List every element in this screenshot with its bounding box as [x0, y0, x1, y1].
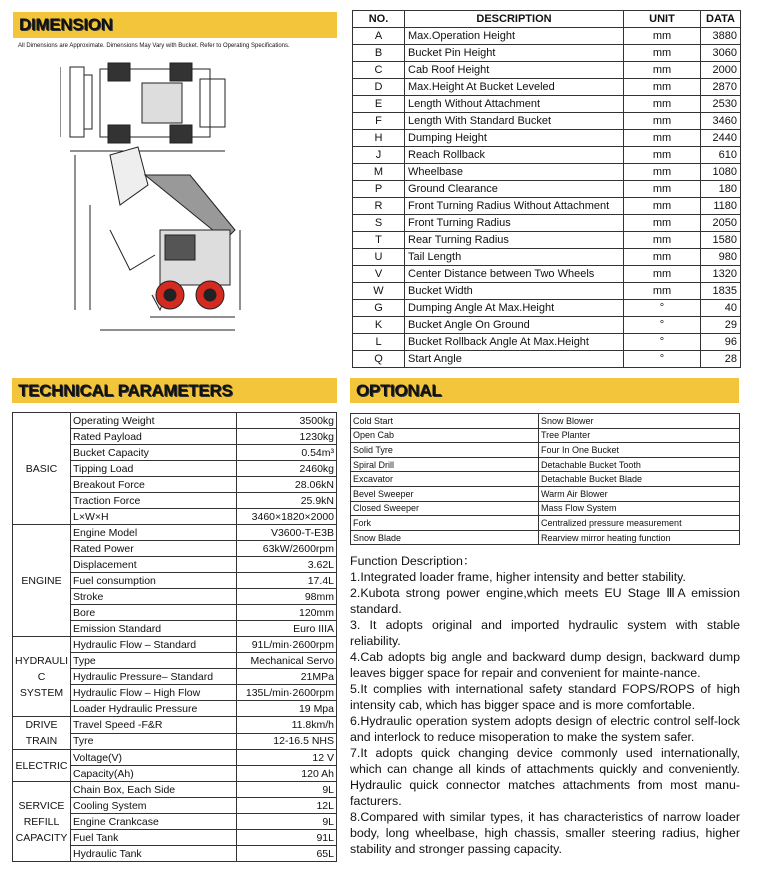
- optional-item: Four In One Bucket: [539, 443, 740, 458]
- parameter-value: 17.4L: [237, 573, 337, 589]
- table-row: [13, 782, 337, 798]
- row-data: 980: [701, 249, 741, 266]
- function-item: 2.Kubota strong power engine,which meets EU Stage ⅢA emission standard.: [350, 586, 740, 616]
- optional-item: Tree Planter: [539, 428, 740, 443]
- parameter-value: 0.54m³: [237, 445, 337, 461]
- table-row: [351, 530, 740, 545]
- row-unit: mm: [624, 164, 701, 181]
- row-no: J: [353, 147, 405, 164]
- table-row: [353, 79, 741, 96]
- row-description: Bucket Width: [405, 283, 624, 300]
- row-description: Ground Clearance: [405, 181, 624, 198]
- parameter-name: Engine Crankcase: [71, 814, 237, 830]
- dimension-note: All Dimensions are Approximate. Dimensions May Vary with Bucket. Refer to Operating Specifications.: [18, 43, 290, 49]
- row-data: 40: [701, 300, 741, 317]
- row-no: M: [353, 164, 405, 181]
- function-item: 6.Hydraulic operation system adopts design of electric control self-lock and interlock to reduce misoperation to make the system safer.: [350, 714, 740, 744]
- parameter-value: 21MPa: [237, 669, 337, 685]
- parameter-value: 1230kg: [237, 429, 337, 445]
- row-no: S: [353, 215, 405, 232]
- parameter-name: Operating Weight: [71, 413, 237, 429]
- function-item: 8.Compared with similar types, it has characteristics of narrow loader body, long wheelbase, high chassis, smaller steering radius, higher stability and stronger passing capacity.: [350, 810, 740, 856]
- optional-item: Snow Blade: [351, 530, 539, 545]
- table-row: [353, 317, 741, 334]
- row-data: 2000: [701, 62, 741, 79]
- parameter-name: Type: [71, 653, 237, 669]
- optional-table: [350, 413, 740, 545]
- row-no: R: [353, 198, 405, 215]
- parameter-name: Emission Standard: [71, 621, 237, 637]
- parameter-name: Bucket Capacity: [71, 445, 237, 461]
- parameter-name: Tipping Load: [71, 461, 237, 477]
- dimension-table: [352, 10, 741, 368]
- row-description: Bucket Angle On Ground: [405, 317, 624, 334]
- row-description: Max.Height At Bucket Leveled: [405, 79, 624, 96]
- parameter-value: Mechanical Servo: [237, 653, 337, 669]
- row-description: Front Turning Radius: [405, 215, 624, 232]
- top-view-drawing: [60, 63, 225, 151]
- technical-parameters-table: [12, 412, 337, 862]
- row-no: A: [353, 28, 405, 45]
- table-row: [353, 181, 741, 198]
- parameter-name: Capacity(Ah): [71, 766, 237, 782]
- table-row: [13, 637, 337, 653]
- parameter-name: Traction Force: [71, 493, 237, 509]
- table-row: [351, 414, 740, 429]
- table-row: [353, 198, 741, 215]
- optional-item: Closed Sweeper: [351, 501, 539, 516]
- row-unit: mm: [624, 232, 701, 249]
- category-cell: DRIVE TRAIN: [13, 717, 71, 750]
- table-row: [353, 147, 741, 164]
- optional-item: Centralized pressure measurement: [539, 516, 740, 531]
- row-no: U: [353, 249, 405, 266]
- row-data: 180: [701, 181, 741, 198]
- category-cell: SERVICE REFILL CAPACITY: [13, 782, 71, 862]
- parameter-name: Loader Hydraulic Pressure: [71, 701, 237, 717]
- parameter-name: Hydraulic Flow – Standard: [71, 637, 237, 653]
- table-row: [353, 62, 741, 79]
- row-description: Length Without Attachment: [405, 96, 624, 113]
- function-item: 3. It adopts original and imported hydraulic system with stable reliability.: [350, 618, 740, 648]
- row-unit: mm: [624, 96, 701, 113]
- row-unit: °: [624, 300, 701, 317]
- row-data: 3460: [701, 113, 741, 130]
- row-data: 2870: [701, 79, 741, 96]
- optional-item: Snow Blower: [539, 414, 740, 429]
- parameter-name: Hydraulic Tank: [71, 846, 237, 862]
- table-row: [353, 215, 741, 232]
- parameter-name: Stroke: [71, 589, 237, 605]
- table-row: [353, 266, 741, 283]
- table-row: [353, 300, 741, 317]
- parameter-value: 3500kg: [237, 413, 337, 429]
- parameter-name: Rated Payload: [71, 429, 237, 445]
- optional-item: Warm Air Blower: [539, 486, 740, 501]
- table-row: [351, 516, 740, 531]
- function-item: 5.It complies with international safety standard FOPS/ROPS of high intensity cab, which has bigger space and is more comfortable.: [350, 682, 740, 712]
- row-description: Length With Standard Bucket: [405, 113, 624, 130]
- parameter-name: L×W×H: [71, 509, 237, 525]
- optional-heading: OPTIONAL: [350, 378, 739, 403]
- parameter-value: 12 V: [237, 750, 337, 766]
- table-row: [13, 413, 337, 429]
- row-data: 1580: [701, 232, 741, 249]
- row-data: 96: [701, 334, 741, 351]
- parameter-name: Displacement: [71, 557, 237, 573]
- row-no: T: [353, 232, 405, 249]
- row-data: 1080: [701, 164, 741, 181]
- column-header: NO.: [353, 11, 405, 28]
- table-row: [351, 457, 740, 472]
- optional-item: Spiral Drill: [351, 457, 539, 472]
- optional-item: Solid Tyre: [351, 443, 539, 458]
- parameter-value: 3460×1820×2000: [237, 509, 337, 525]
- row-data: 28: [701, 351, 741, 368]
- parameter-value: 2460kg: [237, 461, 337, 477]
- parameter-name: Fuel consumption: [71, 573, 237, 589]
- category-cell: BASIC: [13, 413, 71, 525]
- parameter-value: V3600-T-E3B: [237, 525, 337, 541]
- parameter-name: Tyre: [71, 733, 237, 750]
- parameter-name: Voltage(V): [71, 750, 237, 766]
- column-header: UNIT: [624, 11, 701, 28]
- parameter-value: 9L: [237, 782, 337, 798]
- parameter-value: 25.9kN: [237, 493, 337, 509]
- row-unit: mm: [624, 147, 701, 164]
- optional-item: Open Cab: [351, 428, 539, 443]
- table-row: [353, 28, 741, 45]
- table-row: [351, 428, 740, 443]
- parameter-value: 12-16.5 NHS: [237, 733, 337, 750]
- dimension-heading: DIMENSION: [13, 12, 337, 38]
- row-data: 1180: [701, 198, 741, 215]
- row-no: L: [353, 334, 405, 351]
- row-description: Front Turning Radius Without Attachment: [405, 198, 624, 215]
- table-row: [351, 443, 740, 458]
- table-row: [353, 45, 741, 62]
- row-description: Reach Rollback: [405, 147, 624, 164]
- skid-steer-dimension-drawings: [60, 55, 330, 345]
- row-description: Wheelbase: [405, 164, 624, 181]
- parameter-name: Chain Box, Each Side: [71, 782, 237, 798]
- row-no: G: [353, 300, 405, 317]
- function-title: Function Description：: [350, 554, 476, 568]
- table-row: [353, 130, 741, 147]
- row-data: 2530: [701, 96, 741, 113]
- table-row: [353, 232, 741, 249]
- parameter-name: Fuel Tank: [71, 830, 237, 846]
- category-cell: ELECTRIC: [13, 750, 71, 782]
- row-data: 1320: [701, 266, 741, 283]
- parameter-value: 135L/min·2600rpm: [237, 685, 337, 701]
- parameter-value: 91L: [237, 830, 337, 846]
- row-data: 2050: [701, 215, 741, 232]
- optional-item: Detachable Bucket Tooth: [539, 457, 740, 472]
- row-unit: °: [624, 317, 701, 334]
- parameter-value: 11.8km/h: [237, 717, 337, 734]
- row-description: Dumping Angle At Max.Height: [405, 300, 624, 317]
- table-row: [353, 113, 741, 130]
- row-unit: mm: [624, 28, 701, 45]
- table-row: [353, 351, 741, 368]
- table-row: [13, 525, 337, 541]
- row-data: 2440: [701, 130, 741, 147]
- row-description: Bucket Pin Height: [405, 45, 624, 62]
- row-description: Dumping Height: [405, 130, 624, 147]
- row-description: Start Angle: [405, 351, 624, 368]
- row-data: 3880: [701, 28, 741, 45]
- row-description: Tail Length: [405, 249, 624, 266]
- parameter-value: 19 Mpa: [237, 701, 337, 717]
- row-data: 1835: [701, 283, 741, 300]
- row-unit: °: [624, 351, 701, 368]
- parameter-value: 91L/min·2600rpm: [237, 637, 337, 653]
- parameter-value: 98mm: [237, 589, 337, 605]
- parameter-value: 9L: [237, 814, 337, 830]
- function-item: 4.Cab adopts big angle and backward dump design, backward dump leaves bigger space for repair and convenient for mainte-nance.: [350, 650, 740, 680]
- row-unit: mm: [624, 79, 701, 96]
- table-row: [351, 486, 740, 501]
- row-description: Bucket Rollback Angle At Max.Height: [405, 334, 624, 351]
- row-no: Q: [353, 351, 405, 368]
- parameter-value: 120mm: [237, 605, 337, 621]
- row-no: E: [353, 96, 405, 113]
- row-unit: mm: [624, 181, 701, 198]
- row-unit: mm: [624, 45, 701, 62]
- row-no: P: [353, 181, 405, 198]
- row-description: Cab Roof Height: [405, 62, 624, 79]
- column-header: DESCRIPTION: [405, 11, 624, 28]
- optional-item: Bevel Sweeper: [351, 486, 539, 501]
- parameter-name: Rated Power: [71, 541, 237, 557]
- parameter-name: Breakout Force: [71, 477, 237, 493]
- row-description: Max.Operation Height: [405, 28, 624, 45]
- function-description: [350, 553, 740, 857]
- table-row: [351, 472, 740, 487]
- row-unit: mm: [624, 130, 701, 147]
- parameter-value: 3.62L: [237, 557, 337, 573]
- row-unit: mm: [624, 249, 701, 266]
- row-unit: mm: [624, 266, 701, 283]
- table-row: [353, 249, 741, 266]
- function-item: 1.Integrated loader frame, higher intensity and better stability.: [350, 570, 686, 584]
- optional-item: Excavator: [351, 472, 539, 487]
- parameter-name: Hydraulic Flow – High Flow: [71, 685, 237, 701]
- optional-item: Fork: [351, 516, 539, 531]
- category-cell: HYDRAULI C SYSTEM: [13, 637, 71, 717]
- row-data: 29: [701, 317, 741, 334]
- row-unit: °: [624, 334, 701, 351]
- row-no: V: [353, 266, 405, 283]
- parameter-name: Engine Model: [71, 525, 237, 541]
- row-unit: mm: [624, 113, 701, 130]
- row-unit: mm: [624, 198, 701, 215]
- parameter-value: 63kW/2600rpm: [237, 541, 337, 557]
- parameter-value: Euro IIIA: [237, 621, 337, 637]
- table-header-row: [353, 11, 741, 28]
- side-view-drawing: [75, 147, 240, 330]
- table-row: [353, 96, 741, 113]
- table-row: [353, 283, 741, 300]
- row-description: Rear Turning Radius: [405, 232, 624, 249]
- technical-parameters-heading: TECHNICAL PARAMETERS: [12, 378, 337, 403]
- row-no: C: [353, 62, 405, 79]
- optional-item: Mass Flow System: [539, 501, 740, 516]
- row-no: F: [353, 113, 405, 130]
- table-row: [351, 501, 740, 516]
- row-description: Center Distance between Two Wheels: [405, 266, 624, 283]
- row-no: D: [353, 79, 405, 96]
- parameter-value: 28.06kN: [237, 477, 337, 493]
- parameter-name: Travel Speed -F&R: [71, 717, 237, 734]
- column-header: DATA: [701, 11, 741, 28]
- row-data: 610: [701, 147, 741, 164]
- row-unit: mm: [624, 215, 701, 232]
- parameter-value: 65L: [237, 846, 337, 862]
- row-unit: mm: [624, 62, 701, 79]
- parameter-name: Bore: [71, 605, 237, 621]
- optional-item: Detachable Bucket Blade: [539, 472, 740, 487]
- optional-item: Cold Start: [351, 414, 539, 429]
- table-row: [13, 750, 337, 766]
- category-cell: ENGINE: [13, 525, 71, 637]
- parameter-name: Cooling System: [71, 798, 237, 814]
- row-no: K: [353, 317, 405, 334]
- optional-item: Rearview mirror heating function: [539, 530, 740, 545]
- table-row: [353, 164, 741, 181]
- function-item: 7.It adopts quick changing device commonly used internationally, which can change all kinds of attachments quickly and conveniently. Hydraulic quick connector matches attachments from most manu-facturers.: [350, 746, 740, 808]
- parameter-value: 120 Ah: [237, 766, 337, 782]
- row-no: B: [353, 45, 405, 62]
- row-no: H: [353, 130, 405, 147]
- table-row: [353, 334, 741, 351]
- row-unit: mm: [624, 283, 701, 300]
- table-row: [13, 717, 337, 734]
- row-data: 3060: [701, 45, 741, 62]
- parameter-value: 12L: [237, 798, 337, 814]
- parameter-name: Hydraulic Pressure– Standard: [71, 669, 237, 685]
- row-no: W: [353, 283, 405, 300]
